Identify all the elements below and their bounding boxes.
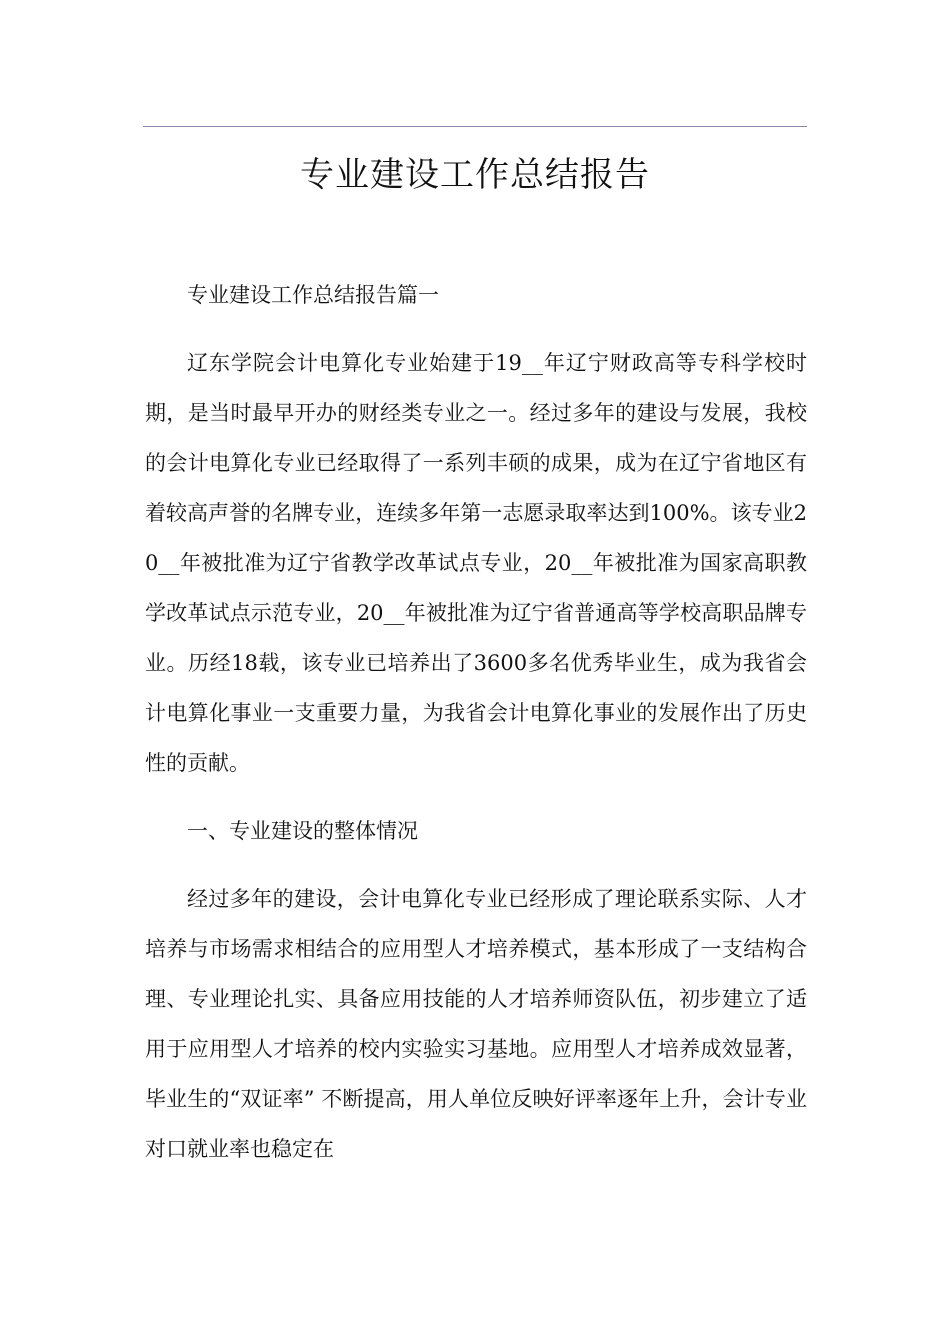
spacer [145, 856, 807, 874]
paragraph-overview: 经过多年的建设，会计电算化专业已经形成了理论联系实际、人才培养与市场需求相结合的应用型人才培养模式，基本形成了一支结构合理、专业理论扎实、具备应用技能的人才培养师资队伍，初步建立了适用于应用型人才培养的校内实验实习基地。应用型人才培养成效显著，毕业生的“双证率” 不断提高，用人单位反映好评率逐年上升，会计专业对口就业率也稳定在 [145, 887, 807, 1161]
paragraph-intro: 辽东学院会计电算化专业始建于19__年辽宁财政高等专科学校时期，是当时最早开办的财经类专业之一。经过多年的建设与发展，我校的会计电算化专业已经取得了一系列丰硕的成果，成为在辽宁省地区有着较高声誉的名牌专业，连续多年第一志愿录取率达到100%。该专业20__年被批准为辽宁省教学改革试点专业，20__年被批准为国家高职教学改革试点示范专业，20__年被批准为辽宁省普通高等学校高职品牌专业。历经18载，该专业已培养出了3600多名优秀毕业生，成为我省会计电算化事业一支重要力量，为我省会计电算化事业的发展作出了历史性的贡献。 [145, 351, 807, 775]
section-heading-1: 一、专业建设的整体情况 [187, 819, 418, 843]
header-rule [143, 126, 807, 127]
section-subtitle: 专业建设工作总结报告篇一 [187, 283, 439, 307]
spacer [145, 788, 807, 806]
spacer [145, 320, 807, 338]
document-title: 专业建设工作总结报告 [300, 155, 650, 195]
document-body [145, 270, 807, 1174]
